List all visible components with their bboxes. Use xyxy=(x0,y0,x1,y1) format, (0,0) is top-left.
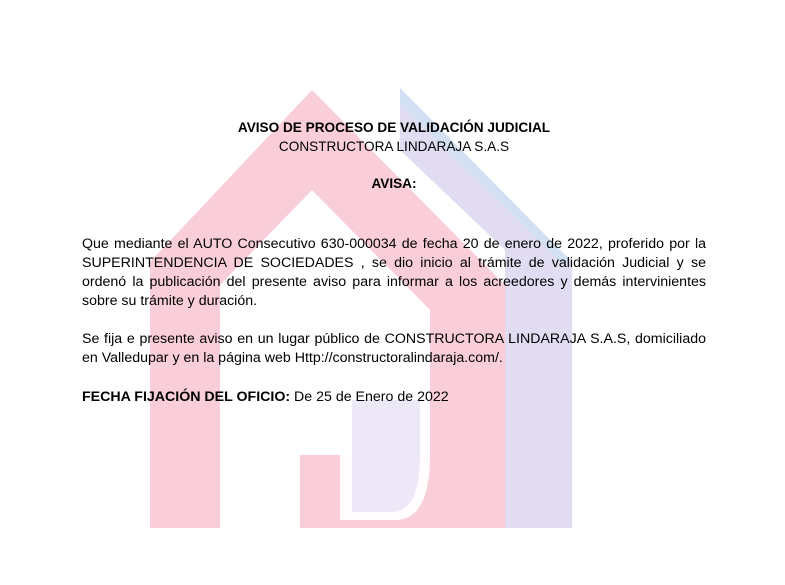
fecha-value: De 25 de Enero de 2022 xyxy=(290,389,449,405)
title-block xyxy=(82,118,706,156)
fecha-label: FECHA FIJACIÓN DEL OFICIO: xyxy=(82,389,291,405)
document-title: AVISO DE PROCESO DE VALIDACIÓN JUDICIAL xyxy=(237,120,551,135)
paragraph-fija: Se fija e presente aviso en un lugar público de CONSTRUCTORA LINDARAJA S.A.S, domiciliado en Valledupar y en la página web Http://constructoralindaraja.com/. xyxy=(82,331,706,366)
fecha-line xyxy=(82,388,706,407)
document-body xyxy=(82,118,706,407)
company-name: CONSTRUCTORA LINDARAJA S.A.S xyxy=(278,139,510,154)
paragraph-auto: Que mediante el AUTO Consecutivo 630-000034 de fecha 20 de enero de 2022, proferido por la SUPERINTENDENCIA DE SOCIEDADES , se dio inicio al trámite de validación Judicial y se ordenó la publicación del presente aviso para informar a los acreedores y demás intervinientes sobre su trámite y duración. xyxy=(82,236,706,309)
watermark-opening-inner xyxy=(352,400,420,512)
avisa-heading: AVISA: xyxy=(371,176,417,191)
